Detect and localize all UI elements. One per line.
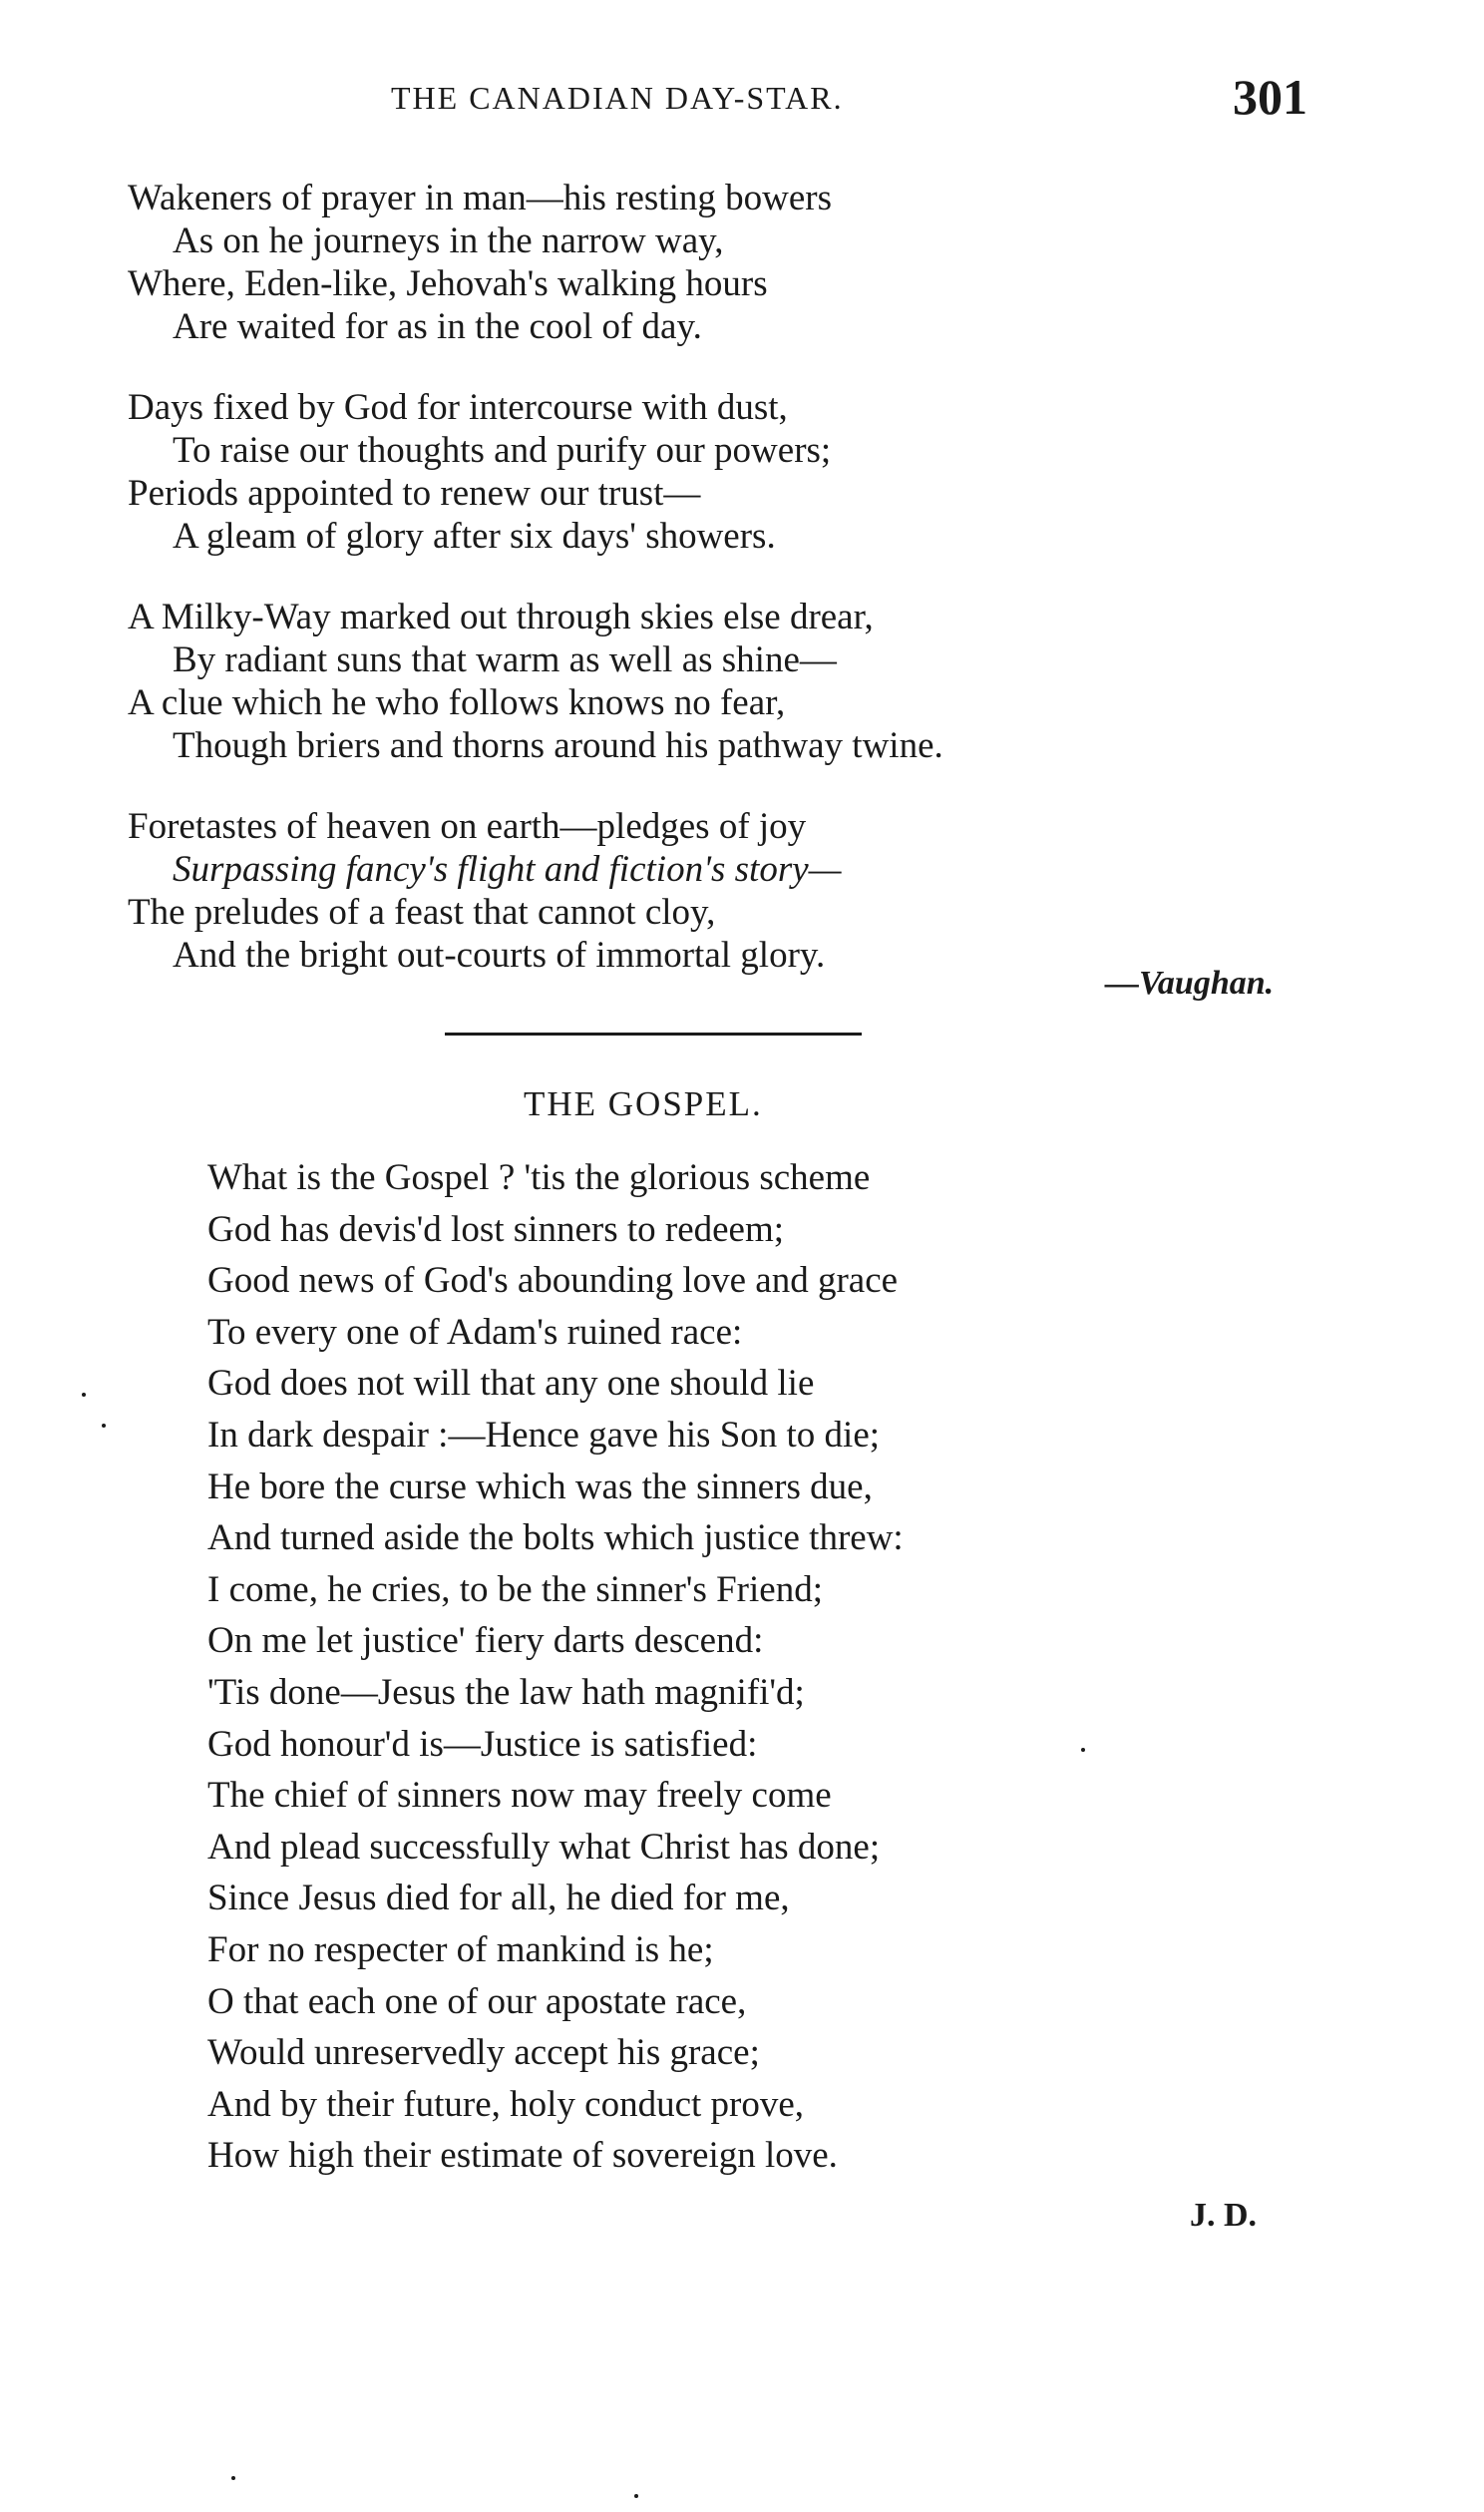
poem1-stanza-1 [128,177,832,348]
poem-line: By radiant suns that warm as well as shine— [173,639,837,680]
poem-line: And by their future, holy conduct prove, [207,2083,805,2125]
poem1-stanza-4 [128,805,842,977]
poem-line: What is the Gospel ? 'tis the glorious scheme [207,1157,871,1198]
poem-line: For no respecter of mankind is he; [207,1928,714,1970]
poem-line: Good news of God's abounding love and grace [207,1260,899,1302]
poem-line: O that each one of our apostate race, [207,1980,747,2022]
poem-line: A Milky-Way marked out through skies else drear, [128,597,874,637]
poem1-attribution: —Vaughan. [1105,965,1275,1002]
poem-line: How high their estimate of sovereign love. [207,2135,838,2177]
poem-line: Days fixed by God for intercourse with dust, [128,387,788,428]
poem-line: A clue which he who follows knows no fear, [128,682,786,723]
running-title: THE CANADIAN DAY-STAR. [391,80,844,116]
poem-line: And plead successfully what Christ has done; [207,1826,881,1868]
poem-line: Wakeners of prayer in man—his resting bowers [128,178,832,218]
poem-line: The chief of sinners now may freely come [207,1775,832,1817]
poem-line: God does not will that any one should lie [207,1363,815,1405]
poem-line: God honour'd is—Justice is satisfied: [207,1723,758,1765]
poem2-attribution: J. D. [1190,2197,1258,2234]
poem-line: Periods appointed to renew our trust— [128,473,701,514]
poem-line: Foretastes of heaven on earth—pledges of joy [128,806,807,847]
section-divider [445,1033,862,1036]
poem-line: And turned aside the bolts which justice threw: [207,1517,904,1559]
print-speck [102,1424,106,1428]
print-speck [231,2476,235,2480]
page-number: 301 [1233,69,1307,125]
poem-line: Since Jesus died for all, he died for me, [207,1878,790,1919]
poem-line: Would unreservedly accept his grace; [207,2032,760,2074]
poem-line: On me let justice' fiery darts descend: [207,1620,764,1662]
poem-line: To every one of Adam's ruined race: [207,1311,743,1353]
poem1-stanza-3 [128,596,943,767]
poem-line: God has devis'd lost sinners to redeem; [207,1208,785,1250]
poem-line: As on he journeys in the narrow way, [173,220,724,261]
poem-line: In dark despair :—Hence gave his Son to die; [207,1414,881,1456]
poem-line: Though briers and thorns around his pathway twine. [173,725,943,766]
poem-line: And the bright out-courts of immortal glory. [173,935,826,976]
poem-line: To raise our thoughts and purify our powers; [173,430,832,471]
poem1-stanza-2 [128,386,831,558]
print-speck [634,2494,638,2498]
poem-line: He bore the curse which was the sinners due, [207,1465,873,1507]
poem-line: Are waited for as in the cool of day. [173,306,702,347]
poem-line: 'Tis done—Jesus the law hath magnifi'd; [207,1671,805,1713]
poem-line: The preludes of a feast that cannot cloy, [128,892,716,933]
print-speck [1081,1748,1085,1752]
poem2-title: THE GOSPEL. [524,1084,763,1123]
poem-line: Where, Eden-like, Jehovah's walking hours [128,263,768,304]
poem-line: Surpassing fancy's flight and fiction's story— [173,849,842,890]
poem-line: I come, he cries, to be the sinner's Friend; [207,1568,823,1610]
poem2-body [207,1152,904,2182]
print-speck [82,1393,86,1397]
poem-line: A gleam of glory after six days' showers. [173,516,776,557]
